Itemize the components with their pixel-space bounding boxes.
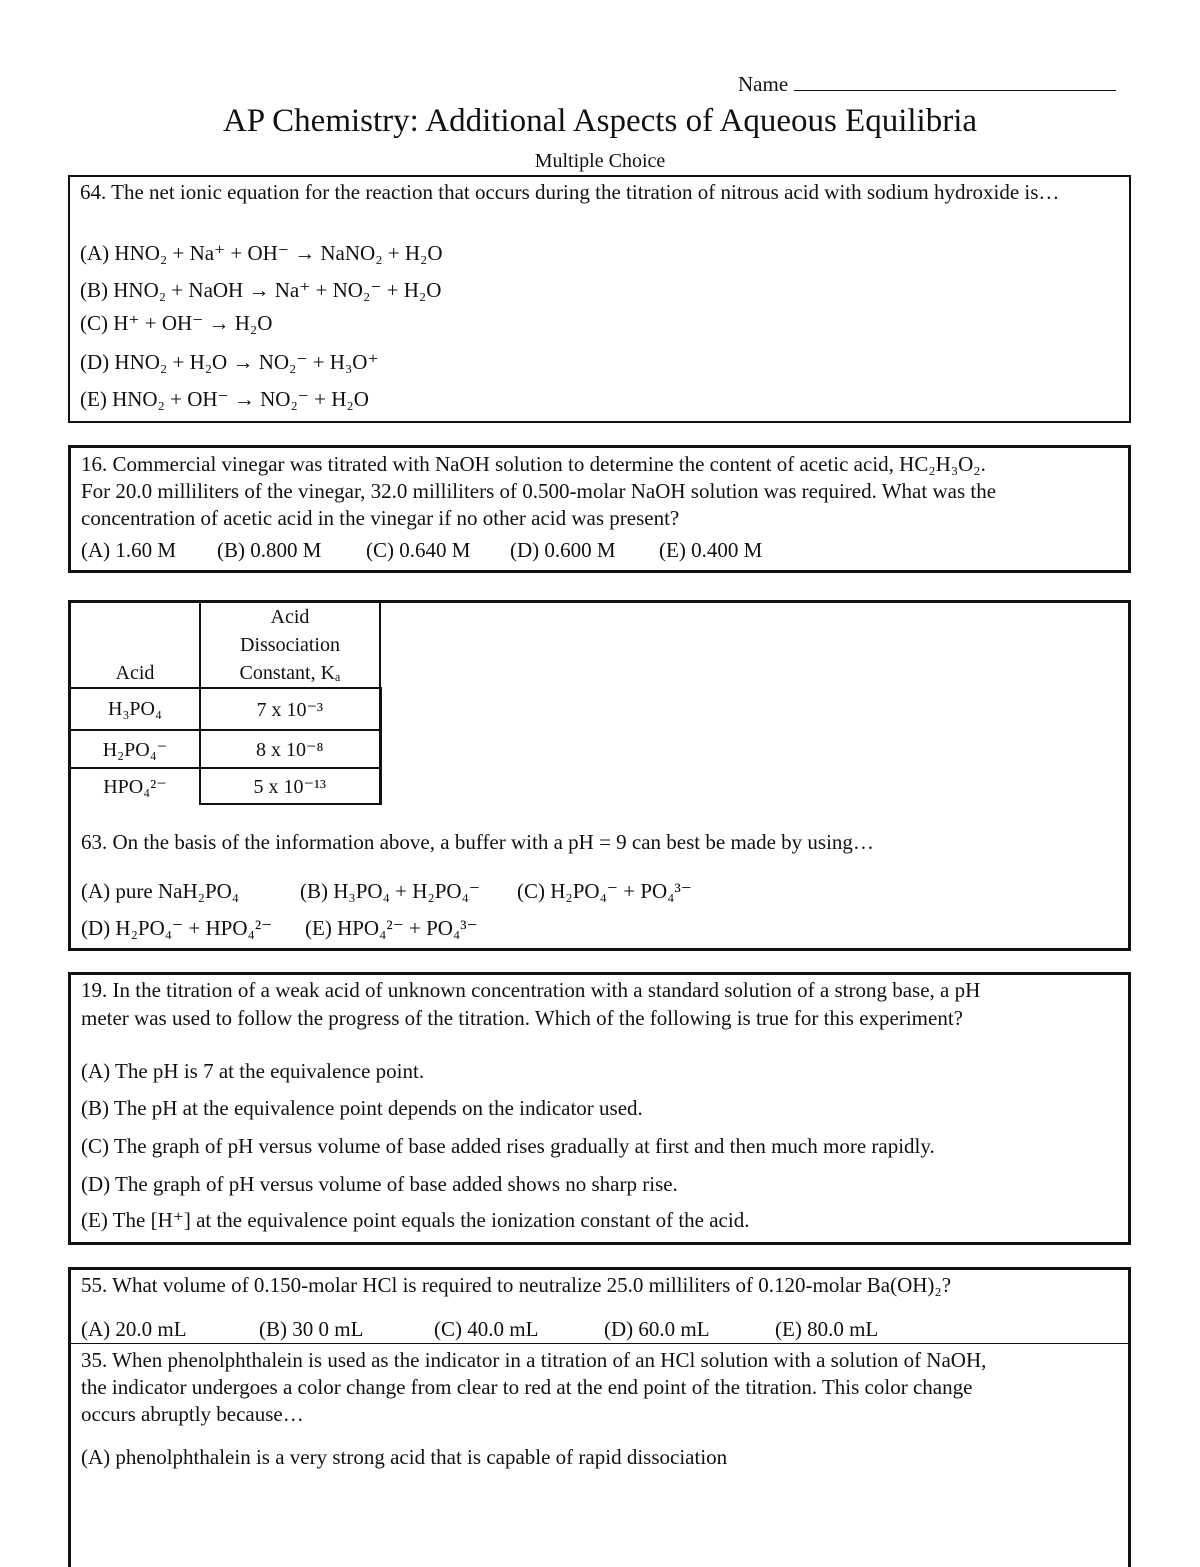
name-blank[interactable] [794,76,1116,91]
question-35-text-2: the indicator undergoes a color change from clear to red at the end point of the titration. This color change [81,1375,973,1399]
page-title: AP Chemistry: Additional Aspects of Aqueous Equilibria [222,103,978,139]
option-64-b[interactable]: (B) HNO₂ + NaOH → Na⁺ + NO₂⁻ + H₂O [80,278,442,302]
option-16-a[interactable]: (A) 1.60 M [81,538,177,562]
option-35-a[interactable]: (A) phenolphthalein is a very strong acid that is capable of rapid dissociation [81,1445,728,1469]
option-16-e[interactable]: (E) 0.400 M [659,538,763,562]
option-64-e[interactable]: (E) HNO₂ + OH⁻ → NO₂⁻ + H₂O [80,387,369,411]
option-63-e[interactable]: (E) HPO₄²⁻ + PO₄³⁻ [305,916,478,940]
question-64 [68,175,1131,423]
option-55-d[interactable]: (D) 60.0 mL [604,1317,710,1341]
option-19-c[interactable]: (C) The graph of pH versus volume of base added rises gradually at first and then much more rapidly. [81,1134,935,1158]
option-16-c[interactable]: (C) 0.640 M [366,538,471,562]
ka-header-line-1: Acid [270,606,310,628]
question-19-text-1: 19. In the titration of a weak acid of unknown concentration with a standard solution of a strong base, a pH [81,978,981,1002]
question-63 [68,600,1131,951]
divider [71,1343,1128,1344]
question-16-text-2: For 20.0 milliliters of the vinegar, 32.0 milliliters of 0.500-molar NaOH solution was required. What was the [81,479,997,503]
option-55-c[interactable]: (C) 40.0 mL [434,1317,539,1341]
option-64-a[interactable]: (A) HNO₂ + Na⁺ + OH⁻ → NaNO₂ + H₂O [80,241,443,265]
option-19-b[interactable]: (B) The pH at the equivalence point depends on the indicator used. [81,1096,643,1120]
ka-header-line-3: Constant, Kₐ [239,662,341,684]
ka-header-line-2: Dissociation [240,634,340,656]
option-19-e[interactable]: (E) The [H⁺] at the equivalence point equals the ionization constant of the acid. [81,1208,750,1232]
question-16-text-3: concentration of acetic acid in the vinegar if no other acid was present? [81,506,680,530]
option-16-d[interactable]: (D) 0.600 M [510,538,616,562]
option-63-b[interactable]: (B) H₃PO₄ + H₂PO₄⁻ [300,879,480,903]
option-55-b[interactable]: (B) 30 0 mL [259,1317,364,1341]
ka-table [71,603,382,805]
question-19 [68,972,1131,1245]
ka-table-header-constant [200,603,380,688]
name-label: Name [738,72,789,96]
option-55-e[interactable]: (E) 80.0 mL [775,1317,879,1341]
option-64-d[interactable]: (D) HNO₂ + H₂O → NO₂⁻ + H₃O⁺ [80,350,379,374]
question-35-text-1: 35. When phenolphthalein is used as the indicator in a titration of an HCl solution with a solution of NaOH, [81,1348,987,1372]
question-63-text: 63. On the basis of the information above, a buffer with a pH = 9 can best be made by using… [81,830,874,854]
question-35-text-3: occurs abruptly because… [81,1402,304,1426]
ka-table-header-acid: Acid [71,603,200,688]
option-55-a[interactable]: (A) 20.0 mL [81,1317,187,1341]
page-subtitle: Multiple Choice [534,150,666,172]
ka-table-value-cell: 5 x 10⁻¹³ [200,768,380,804]
ka-table-acid-cell: H₃PO₄ [71,688,200,730]
ka-table-acid-cell: H₂PO₄⁻ [71,730,200,768]
option-64-c[interactable]: (C) H⁺ + OH⁻ → H₂O [80,311,273,335]
option-19-d[interactable]: (D) The graph of pH versus volume of base added shows no sharp rise. [81,1172,678,1196]
question-55-text: 55. What volume of 0.150-molar HCl is required to neutralize 25.0 milliliters of 0.120-molar Ba(OH)₂? [81,1273,952,1297]
question-19-text-2: meter was used to follow the progress of the titration. Which of the following is true for this experiment? [81,1006,963,1030]
option-16-b[interactable]: (B) 0.800 M [217,538,322,562]
question-55 [68,1267,1131,1567]
question-16-text-1: 16. Commercial vinegar was titrated with NaOH solution to determine the content of acetic acid, HC₂H₃O₂. [81,452,986,476]
ka-table-value-cell: 8 x 10⁻⁸ [200,730,380,768]
name-field[interactable] [738,72,1116,97]
question-64-text: 64. The net ionic equation for the reaction that occurs during the titration of nitrous acid with sodium hydroxide is… [80,180,1060,204]
ka-table-value-cell: 7 x 10⁻³ [200,688,380,730]
option-63-c[interactable]: (C) H₂PO₄⁻ + PO₄³⁻ [517,879,692,903]
option-63-a[interactable]: (A) pure NaH₂PO₄ [81,879,240,903]
option-63-d[interactable]: (D) H₂PO₄⁻ + HPO₄²⁻ [81,916,273,940]
question-16 [68,445,1131,573]
ka-table-acid-cell: HPO₄²⁻ [71,768,200,804]
option-19-a[interactable]: (A) The pH is 7 at the equivalence point. [81,1059,425,1083]
